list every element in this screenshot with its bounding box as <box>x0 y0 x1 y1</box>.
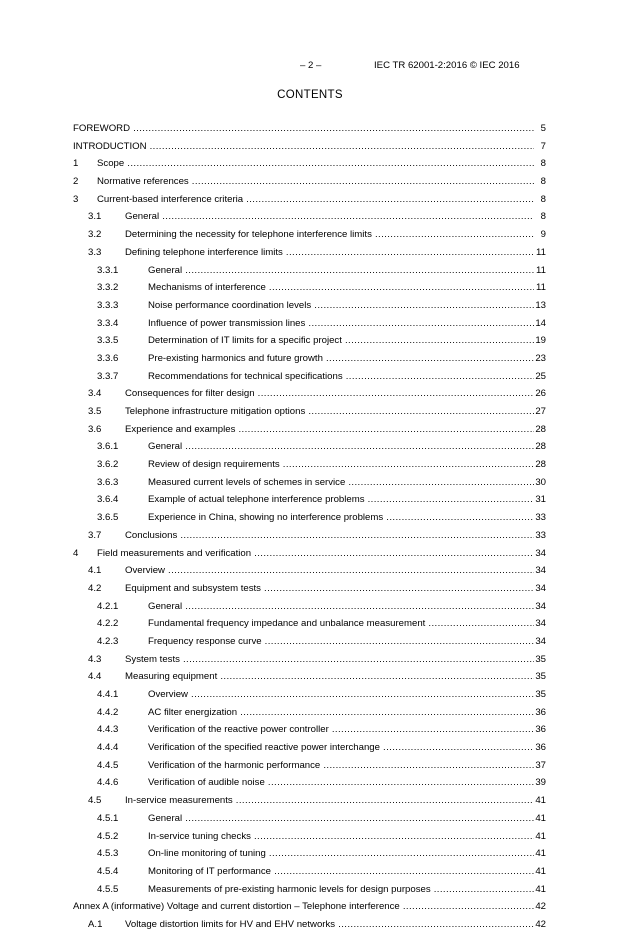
toc-entry[interactable] <box>73 669 546 684</box>
toc-entry[interactable] <box>73 209 546 224</box>
toc-entry-page: 35 <box>535 669 546 684</box>
toc-entry[interactable] <box>73 811 546 826</box>
toc-entry-number: 3.3.4 <box>97 317 119 329</box>
toc-entry-title: Defining telephone interference limits ..... <box>125 245 534 260</box>
toc-entry-number: 2 <box>73 176 79 188</box>
toc-entry[interactable] <box>73 740 546 755</box>
toc-entry-page: 41 <box>535 882 546 897</box>
toc-entry-page: 27 <box>535 404 546 419</box>
toc-entry-page: 14 <box>535 316 546 331</box>
toc-entry-page: 25 <box>535 369 546 384</box>
toc-entry-title: Influence of power transmission lines ..... <box>148 316 534 331</box>
toc-entry-number: A.1 <box>88 918 103 930</box>
toc-entry[interactable] <box>73 174 546 189</box>
toc-entry-title: On-line monitoring of tuning ..... <box>148 846 534 861</box>
toc-entry-number: 3.3.5 <box>97 335 119 347</box>
toc-entry-page: 31 <box>535 492 546 507</box>
toc-entry-number: 3.3.3 <box>97 299 119 311</box>
toc-entry-number: 3.2 <box>88 229 102 241</box>
toc-entry[interactable] <box>73 687 546 702</box>
toc-entry-page: 41 <box>535 811 546 826</box>
toc-entry-number: 3.3.6 <box>97 352 119 364</box>
toc-entry-number: 1 <box>73 158 79 170</box>
toc-entry-title: Experience and examples ..... <box>125 422 534 437</box>
toc-entry-title: System tests ..... <box>125 652 534 667</box>
toc-entry-page: 11 <box>536 280 546 295</box>
standard-reference: IEC TR 62001-2:2016 © IEC 2016 <box>374 60 520 71</box>
toc-entry[interactable] <box>73 528 546 543</box>
toc-entry-page: 42 <box>535 917 546 932</box>
toc-entry-number: 4.4.5 <box>97 759 119 771</box>
toc-entry-title: Recommendations for technical specifications ..... <box>148 369 534 384</box>
toc-entry[interactable] <box>73 457 546 472</box>
toc-entry-title: Conclusions ..... <box>125 528 534 543</box>
toc-entry-title: Example of actual telephone interference problems ..... <box>148 492 534 507</box>
toc-entry-title: INTRODUCTION ..... <box>73 139 534 154</box>
toc-entry-number: 3.3.7 <box>97 370 119 382</box>
toc-entry-page: 42 <box>535 899 546 914</box>
toc-entry[interactable] <box>73 616 546 631</box>
toc-entry-number: 4 <box>73 547 79 559</box>
toc-entry[interactable] <box>73 722 546 737</box>
toc-entry[interactable] <box>73 439 546 454</box>
toc-entry[interactable] <box>73 263 546 278</box>
toc-entry[interactable] <box>73 333 546 348</box>
toc-entry-number: 3.4 <box>88 388 102 400</box>
toc-entry-page: 34 <box>535 546 546 561</box>
toc-entry[interactable] <box>73 139 546 154</box>
toc-entry-page: 5 <box>541 121 546 136</box>
toc-entry[interactable] <box>73 156 546 171</box>
toc-entry-title: Mechanisms of interference ..... <box>148 280 534 295</box>
toc-entry-number: 3 <box>73 193 79 205</box>
toc-entry[interactable] <box>73 634 546 649</box>
toc-entry-title: General ..... <box>148 263 534 278</box>
toc-entry-page: 8 <box>541 192 546 207</box>
page-header <box>0 60 620 74</box>
toc-entry-title: Consequences for filter design ..... <box>125 386 534 401</box>
toc-entry-title: Noise performance coordination levels ..... <box>148 298 534 313</box>
toc-entry-title: In-service measurements ..... <box>125 793 534 808</box>
toc-entry-page: 36 <box>535 705 546 720</box>
toc-entry-number: 4.4.3 <box>97 724 119 736</box>
toc-entry-number: 4.4.2 <box>97 706 119 718</box>
toc-entry-number: 4.5.5 <box>97 883 119 895</box>
toc-entry-page: 13 <box>535 298 546 313</box>
toc-entry[interactable] <box>73 369 546 384</box>
toc-entry-number: 3.6.2 <box>97 459 119 471</box>
toc-entry-page: 23 <box>535 351 546 366</box>
toc-entry-number: 3.7 <box>88 529 102 541</box>
toc-entry-number: 3.6.5 <box>97 512 119 524</box>
toc-entry-number: 4.2.3 <box>97 635 119 647</box>
toc-entry-number: 3.6.1 <box>97 441 119 453</box>
toc-entry[interactable] <box>73 882 546 897</box>
toc-entry[interactable] <box>73 546 546 561</box>
toc-entry-number: 4.2.1 <box>97 600 119 612</box>
toc-entry-title: General ..... <box>148 811 534 826</box>
toc-entry-page: 33 <box>535 528 546 543</box>
toc-entry[interactable] <box>73 492 546 507</box>
toc-entry-title: Current-based interference criteria ..... <box>97 192 534 207</box>
toc-entry-title: Frequency response curve ..... <box>148 634 534 649</box>
toc-entry-page: 8 <box>541 174 546 189</box>
toc-entry-page: 34 <box>535 563 546 578</box>
toc-entry-title: Overview ..... <box>125 563 534 578</box>
toc-entry-title: Measuring equipment ..... <box>125 669 534 684</box>
toc-entry-number: 3.3.1 <box>97 264 119 276</box>
toc-entry-page: 39 <box>535 775 546 790</box>
toc-entry[interactable] <box>73 422 546 437</box>
toc-entry-number: 4.4.1 <box>97 689 119 700</box>
toc-entry-title: Overview ..... <box>148 687 534 702</box>
contents-title: CONTENTS <box>277 89 343 101</box>
toc-entry-title: Monitoring of IT performance ..... <box>148 864 534 879</box>
toc-entry[interactable] <box>73 899 546 914</box>
toc-entry-title: AC filter energization ..... <box>148 705 534 720</box>
toc-entry-page: 35 <box>535 687 546 702</box>
toc-entry-title: General ..... <box>148 439 534 454</box>
toc-entry[interactable] <box>73 475 546 490</box>
toc-entry-title: Verification of the reactive power controller ..... <box>148 722 534 737</box>
toc-entry[interactable] <box>73 510 546 525</box>
toc-entry-title: Voltage distortion limits for HV and EHV networks ..... <box>125 917 534 932</box>
toc-entry-page: 35 <box>535 652 546 667</box>
toc-entry-page: 28 <box>535 422 546 437</box>
toc-entry[interactable] <box>73 917 546 932</box>
toc-entry-page: 11 <box>536 263 546 278</box>
toc-entry-number: 4.5.3 <box>97 848 119 860</box>
toc-entry[interactable] <box>73 758 546 773</box>
toc-entry-title: Normative references ..... <box>97 174 534 189</box>
toc-entry-title: General ..... <box>148 599 534 614</box>
toc-entry-title: General ..... <box>125 209 534 224</box>
toc-entry-page: 8 <box>541 156 546 171</box>
toc-entry-page: 34 <box>535 634 546 649</box>
toc-entry-number: 4.2 <box>88 582 102 594</box>
toc-entry-number: 4.3 <box>88 653 102 665</box>
toc-entry-title: Pre-existing harmonics and future growth ..... <box>148 351 534 366</box>
toc-entry-page: 37 <box>535 758 546 773</box>
toc-entry-page: 41 <box>535 793 546 808</box>
toc-entry[interactable] <box>73 652 546 667</box>
toc-entry[interactable] <box>73 705 546 720</box>
toc-entry-title: Field measurements and verification ..... <box>97 546 534 561</box>
toc-entry-number: 4.5.1 <box>97 812 119 824</box>
toc-entry-page: 11 <box>536 245 546 260</box>
toc-entry-title: Verification of the harmonic performance ..... <box>148 758 534 773</box>
toc-entry-page: 30 <box>535 475 546 490</box>
toc-entry-title: Equipment and subsystem tests ..... <box>125 581 534 596</box>
toc-entry-page: 28 <box>535 457 546 472</box>
toc-entry-number: 4.5 <box>88 795 102 807</box>
toc-entry-title: Verification of audible noise ..... <box>148 775 534 790</box>
toc-entry-page: 9 <box>541 227 546 242</box>
toc-entry-number: 4.4.4 <box>97 742 119 754</box>
toc-entry[interactable] <box>73 192 546 207</box>
toc-entry-number: 3.1 <box>88 211 102 223</box>
toc-entry[interactable] <box>73 121 546 136</box>
toc-entry-page: 36 <box>535 740 546 755</box>
toc-entry-number: 4.4.6 <box>97 777 119 789</box>
toc-entry-number: 3.3.2 <box>97 282 119 294</box>
toc-entry[interactable] <box>73 846 546 861</box>
toc-entry[interactable] <box>73 245 546 260</box>
toc-entry[interactable] <box>73 280 546 295</box>
toc-entry-number: 3.5 <box>88 406 102 417</box>
toc-entry-page: 8 <box>541 209 546 224</box>
toc-entry-number: 3.6 <box>88 423 102 435</box>
toc-entry[interactable] <box>73 386 546 401</box>
toc-entry-page: 41 <box>535 864 546 879</box>
toc-entry-number: 3.6.4 <box>97 494 119 506</box>
toc-entry[interactable] <box>73 563 546 578</box>
toc-entry-number: 3.3 <box>88 246 102 258</box>
toc-entry-page: 34 <box>535 581 546 596</box>
toc-entry-page: 36 <box>535 722 546 737</box>
toc-entry-title: Scope ..... <box>97 156 534 171</box>
toc-entry-page: 7 <box>541 139 546 154</box>
toc-entry-number: 4.5.4 <box>97 865 119 877</box>
toc-entry[interactable] <box>73 581 546 596</box>
toc-entry-page: 41 <box>535 829 546 844</box>
page-number: – 2 – <box>300 60 322 71</box>
toc-entry-title: Determination of IT limits for a specific project ..... <box>148 333 534 348</box>
toc-entry[interactable] <box>73 404 546 419</box>
toc-entry-title: FOREWORD ..... <box>73 121 534 136</box>
toc-entry[interactable] <box>73 351 546 366</box>
toc-entry-number: 3.6.3 <box>97 476 119 488</box>
toc-entry-page: 33 <box>535 510 546 525</box>
toc-entry[interactable] <box>73 316 546 331</box>
toc-entry-title: Measured current levels of schemes in service ..... <box>148 475 534 490</box>
toc-entry-title: Determining the necessity for telephone interference limits ..... <box>125 227 534 242</box>
toc-entry-page: 41 <box>535 846 546 861</box>
toc-entry-number: 4.4 <box>88 671 102 683</box>
toc-entry[interactable] <box>73 298 546 313</box>
toc-entry-title: Verification of the specified reactive power interchange ..... <box>148 740 534 755</box>
toc-entry-title: Fundamental frequency impedance and unbalance measurement ..... <box>148 616 534 631</box>
toc-entry[interactable] <box>73 793 546 808</box>
table-of-contents <box>73 121 546 932</box>
toc-entry-page: 28 <box>535 439 546 454</box>
toc-entry-title: Review of design requirements ..... <box>148 457 534 472</box>
toc-entry-title: Annex A (informative) Voltage and current distortion – Telephone interference ..... <box>73 899 534 914</box>
toc-entry[interactable] <box>73 775 546 790</box>
toc-entry-title: In-service tuning checks ..... <box>148 829 534 844</box>
toc-entry-title: Telephone infrastructure mitigation options ..... <box>125 404 534 419</box>
toc-entry-page: 19 <box>535 333 546 348</box>
toc-entry-number: 4.5.2 <box>97 830 119 842</box>
toc-entry-page: 26 <box>535 386 546 401</box>
toc-entry-page: 34 <box>535 599 546 614</box>
toc-entry-title: Measurements of pre-existing harmonic levels for design purposes ..... <box>148 882 534 897</box>
toc-entry[interactable] <box>73 599 546 614</box>
toc-entry-number: 4.1 <box>88 565 102 577</box>
toc-entry-page: 34 <box>535 616 546 631</box>
toc-entry[interactable] <box>73 227 546 242</box>
toc-entry[interactable] <box>73 829 546 844</box>
toc-entry-title: Experience in China, showing no interference problems ..... <box>148 510 534 525</box>
toc-entry-number: 4.2.2 <box>97 618 119 630</box>
